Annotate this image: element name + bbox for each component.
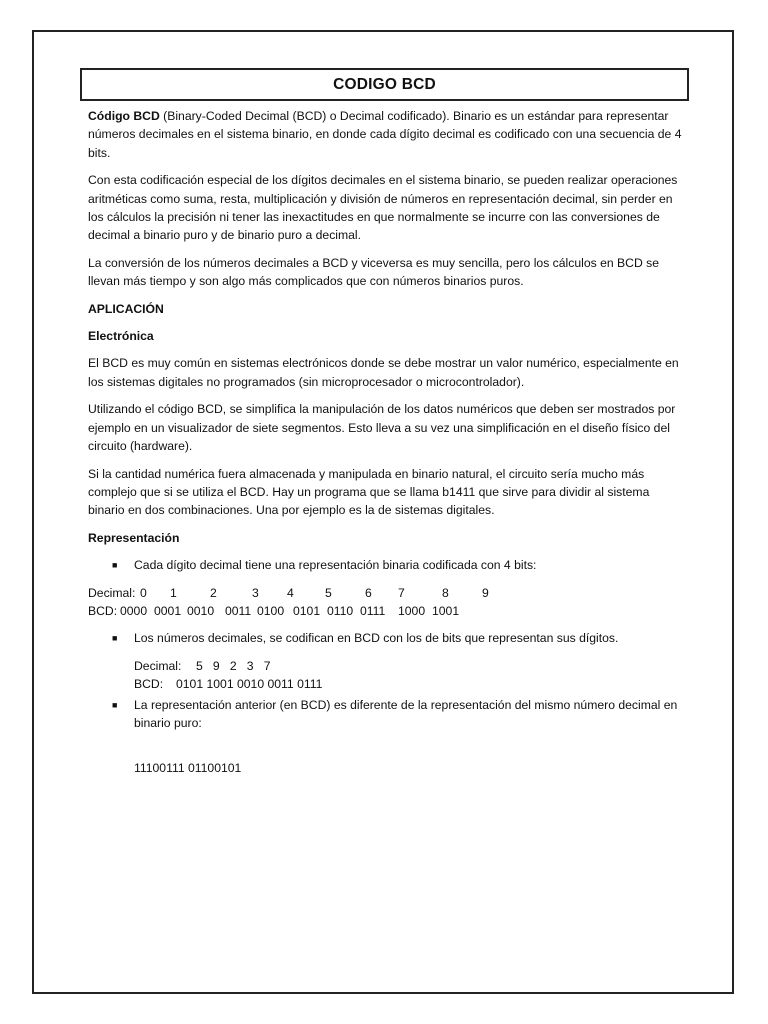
bcd-code-0000: 0000 [120, 603, 148, 618]
bullet-square-icon: ■ [112, 699, 118, 710]
decimal-digit-3: 3 [252, 585, 259, 600]
bullet-square-icon: ■ [112, 633, 118, 644]
example-bcd-row [134, 675, 688, 693]
bullet-text-3: La representación anterior (en BCD) es diferente de la representación del mismo número decimal en binario puro: [134, 697, 678, 730]
example-decimal-label: Decimal: [134, 658, 182, 673]
bcd-code-0101: 0101 [293, 603, 321, 618]
bcd-code-0010: 0010 [187, 603, 215, 618]
paragraph-binario-natural: Si la cantidad numérica fuera almacenada y manipulada en binario natural, el circuito sería mucho más complejo que si se utiliza el BCD. Hay un programa que se llama b1411 que sirve para dividir al sistema binario en dos combinaciones. Una por ejemplo es la de sistemas digitales. [88, 466, 650, 518]
decimal-digit-9: 9 [482, 585, 489, 600]
intro-paragraph [88, 107, 688, 162]
document-body [88, 107, 688, 780]
intro-bold: Código BCD [88, 109, 160, 123]
decimal-row [88, 584, 688, 602]
bcd-code-0001: 0001 [154, 603, 182, 618]
bcd-code-0100: 0100 [257, 603, 285, 618]
bullet-square-icon: ■ [112, 560, 118, 571]
paragraph-utilizando: Utilizando el código BCD, se simplifica la manipulación de los datos numéricos que deben ser mostrados por ejemplo en un visualizador de siete segmentos. Esto lleva a su vez una simplificación en el diseño físico del circuito (hardware). [88, 402, 676, 454]
example-decimal-digits: 5 9 2 3 7 [196, 658, 271, 673]
bullet-item-3 [88, 696, 688, 733]
bcd-code-0111: 0111 [360, 603, 386, 618]
bcd-row [88, 602, 688, 620]
example-bcd-value: 0101 1001 0010 0011 0111 [176, 677, 323, 692]
paragraph-codificacion: Con esta codificación especial de los dígitos decimales en el sistema binario, se pueden realizar operaciones aritméticas como suma, resta, multiplicación y división de números en representación decimal, sin perder en los cálculos la precisión ni tener las inexactitudes en que normalmente se incurre con las conversiones de decimal a binario puro y de binario puro a decimal. [88, 173, 678, 243]
bcd-code-1000: 1000 [398, 603, 426, 618]
heading-representacion: Representación [88, 530, 180, 545]
heading-electronica: Electrónica [88, 329, 154, 344]
paragraph-bcd-comun: El BCD es muy común en sistemas electrónicos donde se debe mostrar un valor numérico, especialmente en los sistemas digitales no programados (sin microprocesador o microcontrolador). [88, 356, 679, 389]
bullet-text-1: Cada dígito decimal tiene una representación binaria codificada con 4 bits: [134, 558, 537, 573]
decimal-digit-0: 0 [140, 585, 147, 600]
title-box [80, 68, 689, 101]
example-block [88, 657, 688, 694]
example-bcd-label: BCD: [134, 677, 164, 692]
decimal-digit-6: 6 [365, 585, 372, 600]
bullet-item-1 [88, 556, 688, 574]
bullet-item-2 [88, 629, 688, 647]
document-title: CODIGO BCD [333, 75, 436, 93]
bullet-text-2: Los números decimales, se codifican en BCD con los de bits que representan sus dígitos. [134, 631, 619, 646]
decimal-digit-1: 1 [170, 585, 177, 600]
paragraph-conversion: La conversión de los números decimales a BCD y viceversa es muy sencilla, pero los cálculos en BCD se llevan más tiempo y son algo más complicados que con números binarios puros. [88, 255, 660, 289]
bcd-code-1001: 1001 [432, 603, 460, 618]
decimal-digit-5: 5 [325, 585, 332, 600]
decimal-digit-4: 4 [287, 585, 294, 600]
intro-text: (Binary-Coded Decimal (BCD) o Decimal codificado). Binario es un estándar para representar números decimales en el sistema binario, en donde cada dígito decimal es codificado con una secuencia de 4 bits. [88, 109, 682, 160]
spacer [88, 741, 688, 759]
example-decimal-row [134, 657, 688, 675]
decimal-digit-7: 7 [398, 585, 405, 600]
bcd-label: BCD: [88, 603, 118, 618]
heading-aplicacion: APLICACIÓN [88, 301, 164, 316]
binary-pure-value: 11100111 01100101 [134, 761, 242, 776]
bcd-code-0110: 0110 [327, 603, 354, 618]
decimal-digit-8: 8 [442, 585, 449, 600]
bcd-code-0011: 0011 [225, 603, 252, 618]
bcd-table [88, 584, 688, 621]
decimal-label: Decimal: [88, 585, 136, 600]
decimal-digit-2: 2 [210, 585, 217, 600]
